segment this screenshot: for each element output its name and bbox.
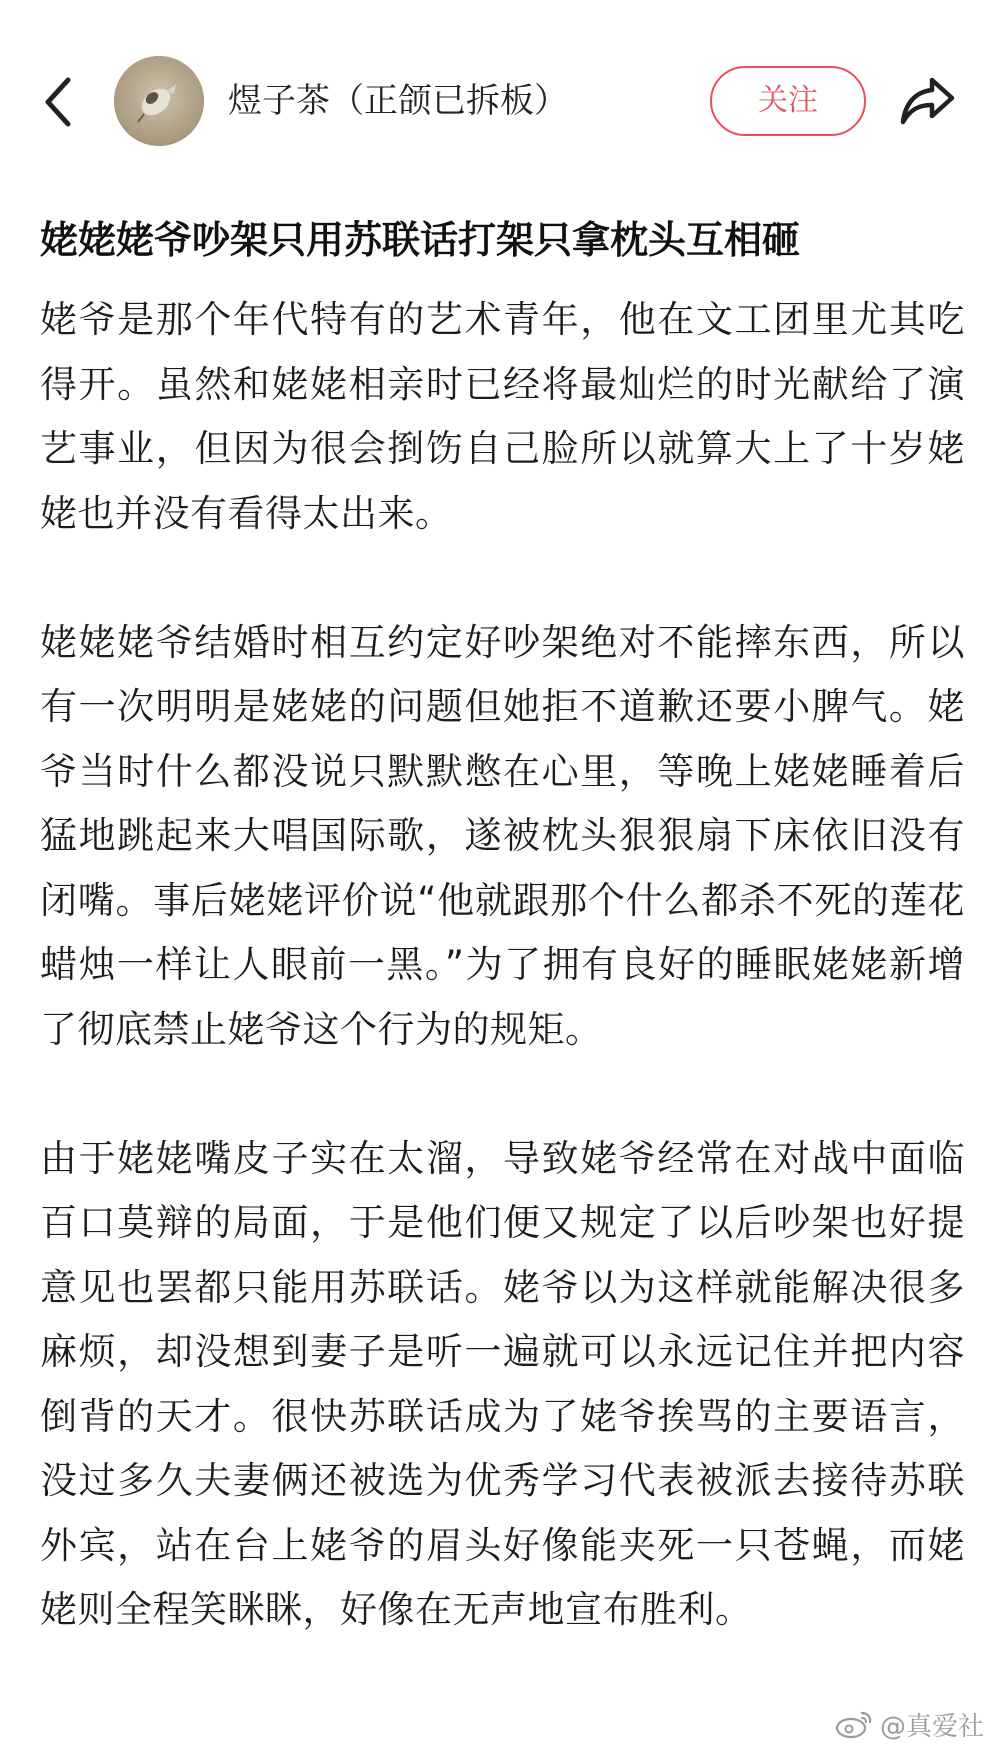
follow-button[interactable]: 关注 (710, 66, 866, 136)
post-title: 姥姥姥爷吵架只用苏联话打架只拿枕头互相砸 (40, 218, 801, 262)
author-name[interactable]: 煜子茶（正颌已拆板） (228, 81, 568, 121)
paragraph: 姥姥姥爷结婚时相互约定好吵架绝对不能摔东西，所以有一次明明是姥姥的问题但她拒不道歉还要小脾气。姥爷当时什么都没说只默默憋在心里，等晚上姥姥睡着后猛地跳起来大唱国际歌，遂被枕头狠狠扇下床依旧没有闭嘴。事后姥姥评价说“他就跟那个什么都杀不死的莲花蜡烛一样让人眼前一黑。”为了拥有良好的睡眠姥姥新增了彻底禁止姥爷这个行为的规矩。 (40, 620, 965, 1051)
back-button[interactable] (38, 72, 82, 132)
paragraph: 姥爷是那个年代特有的艺术青年，他在文工团里尤其吃得开。虽然和姥姥相亲时已经将最灿烂的时光献给了演艺事业，但因为很会捯饬自己脸所以就算大上了十岁姥姥也并没有看得太出来。 (40, 298, 965, 535)
share-button[interactable] (898, 74, 958, 128)
watermark-text: @真爱社 (879, 1711, 984, 1742)
author-avatar[interactable] (114, 56, 204, 146)
post-header (0, 0, 1000, 200)
weibo-logo-icon (834, 1708, 874, 1740)
paragraph: 由于姥姥嘴皮子实在太溜，导致姥爷经常在对战中面临百口莫辩的局面，于是他们便又规定了以后吵架也好提意见也罢都只能用苏联话。姥爷以为这样就能解决很多麻烦，却没想到妻子是听一遍就可以永远记住并把内容倒背的天才。很快苏联话成为了姥爷挨骂的主要语言，没过多久夫妻俩还被选为优秀学习代表被派去接待苏联外宾，站在台上姥爷的眉头好像能夹死一只苍蝇，而姥姥则全程笑眯眯，好像在无声地宣布胜利。 (40, 1136, 965, 1631)
watermark (834, 1704, 984, 1744)
chevron-left-icon (38, 72, 82, 132)
share-arrow-icon (898, 74, 958, 128)
avatar-image (114, 56, 204, 146)
post-body (40, 288, 965, 1707)
